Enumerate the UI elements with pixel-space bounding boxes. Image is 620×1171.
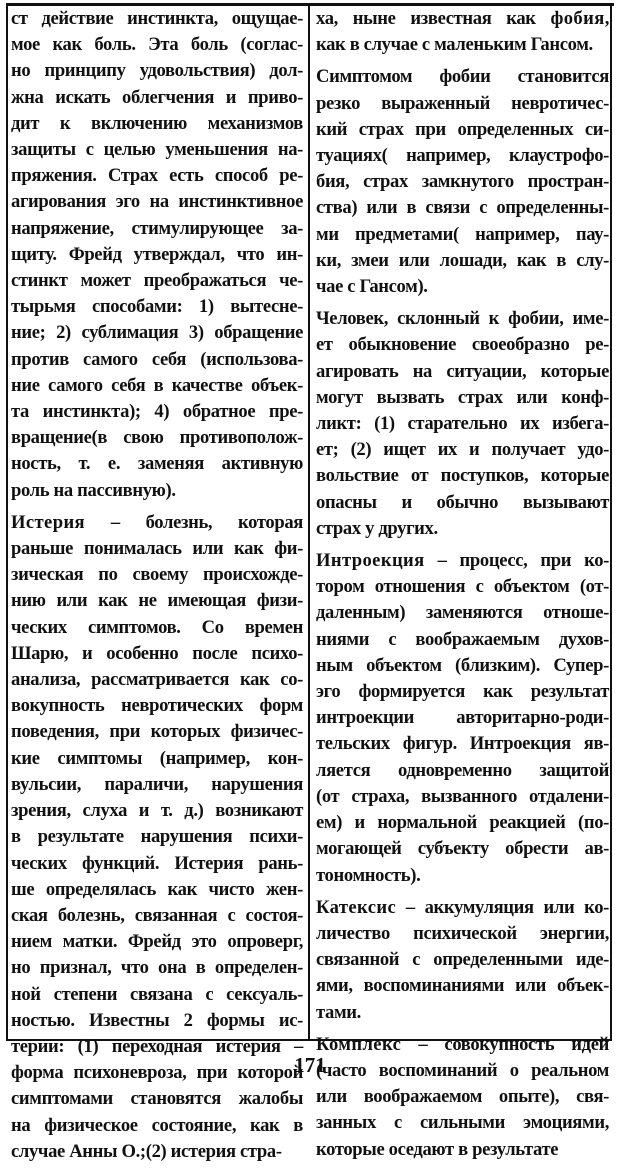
text-line: которые оседают в результате — [316, 1138, 559, 1160]
text-line: как в случае с маленьким Гансом. — [316, 34, 593, 56]
text-line: зрения, слуха и т. д.) возникают — [11, 800, 303, 822]
text-line: симптомами становятся жалобы — [11, 1088, 303, 1110]
text-line: связанной с определенными иде- — [316, 949, 609, 971]
text-line — [316, 548, 609, 574]
page-number: 171 — [294, 1053, 326, 1077]
text-line: форма психоневроза, при которой — [11, 1062, 303, 1084]
column-divider — [308, 6, 310, 1039]
text-line: вокупность невротических форм — [11, 695, 303, 717]
text-fragment: ха, ныне известная как — [316, 8, 551, 29]
text-line — [316, 895, 609, 921]
text-line: (часто воспоминаний о реальном — [316, 1059, 609, 1081]
text-line: агирования эго на инстинктивное — [11, 191, 303, 213]
text-line: страх у других. — [316, 517, 438, 539]
text-line: поведения, при которых физичес- — [11, 721, 303, 743]
text-line: ст действие инстинкта, ощущае- — [11, 8, 303, 29]
text-line: или воображаемом опыте), свя- — [316, 1086, 609, 1108]
left-column — [11, 6, 303, 1171]
text-line: ческих функций. Истерия рань- — [11, 852, 303, 874]
text-line: пряжения. Страх есть способ ре- — [11, 165, 303, 187]
term-definition-start: – аккумуляция или ко- — [396, 896, 609, 918]
text-line: тельских фигур. Интроекция яв- — [316, 733, 609, 755]
text-line: ская болезнь, связанная с состоя- — [11, 904, 303, 926]
text-line: даленным) заменяются отноше- — [316, 602, 609, 624]
text-line: в результате нарушения психи- — [11, 826, 303, 848]
text-line: тором отношения с объектом (от- — [316, 576, 609, 598]
text-line: вульсии, параличи, нарушения — [11, 773, 303, 795]
term-heading: Катексис — [316, 896, 397, 918]
text-line — [316, 6, 609, 32]
paragraph-instinct-defense — [11, 6, 303, 504]
text-line: резко выраженный невротичес- — [316, 92, 609, 114]
text-line: агировать на ситуации, которые — [316, 360, 609, 382]
text-line: ным объектом (близким). Супер- — [316, 654, 609, 676]
text-line: защиты с целью уменьшения на- — [11, 139, 303, 161]
text-line: напряжение, стимулирующее за- — [11, 217, 303, 239]
text-line: Шарю, и особенно после психо- — [11, 642, 303, 664]
text-line: ями, воспоминаниями или объек- — [316, 975, 609, 997]
text-line: эго формируется как результат — [316, 681, 609, 703]
term-heading: Истерия — [11, 511, 86, 533]
text-line: (от страха, вызванного отдалени- — [316, 785, 609, 807]
text-line: случае Анны О.;(2) истерия стра- — [11, 1140, 282, 1162]
text-line: ми предметами( например, пау- — [316, 223, 609, 245]
text-line: щиту. Фрейд утверждал, что ин- — [11, 243, 303, 265]
text-line: интроекции авторитарно-роди- — [316, 707, 609, 729]
text-line: кий страх при определенных си- — [316, 118, 609, 140]
term-definition-start: – процесс, при ко- — [424, 550, 609, 572]
text-line: но признал, что она в определен- — [11, 957, 303, 979]
text-line: ниями с воображаемым духов- — [316, 628, 609, 650]
paragraph-cathexis — [316, 895, 609, 1026]
text-line: Человек, склонный к фобии, име- — [316, 308, 609, 330]
text-line: могут вызвать страх или конф- — [316, 386, 609, 408]
text-line: ляется одновременно защитой — [316, 759, 609, 781]
text-line: туациях( например, клаустрофо- — [316, 145, 609, 167]
text-line: роль на пассивную). — [11, 479, 176, 501]
text-line: Симптомом фобии становится — [316, 66, 609, 88]
text-line: бия, страх замкнутого простран- — [316, 171, 609, 193]
paragraph-introjection — [316, 548, 609, 889]
paragraph-phobia-person — [316, 306, 609, 542]
text-line: ет обыкновение своеобразно ре- — [316, 334, 609, 356]
text-line: чае с Гансом). — [316, 276, 428, 298]
text-line: ем) и нормальной реакцией (по- — [316, 812, 609, 834]
text-line: стинкт может преображаться че- — [11, 270, 303, 292]
text-line: раньше понималась или как фи- — [11, 538, 303, 560]
term-inline: фобия — [550, 8, 605, 29]
text-line: анализа, рассматривается как со- — [11, 669, 303, 691]
text-line: та инстинкта); 4) обратное пре- — [11, 401, 303, 423]
text-line: кие симптомы (например, кон- — [11, 747, 303, 769]
text-line: на физическое состояние, как в — [11, 1114, 303, 1136]
text-line: мое как боль. Эта боль (соглас- — [11, 34, 303, 56]
text-line: ческих симптомов. Со времен — [11, 616, 303, 638]
text-line: дит к включению механизмов — [11, 112, 303, 134]
paragraph-complex — [316, 1032, 609, 1163]
text-line: жна искать облегчения и приво- — [11, 86, 303, 108]
text-line: против самого себя (использова- — [11, 348, 303, 370]
text-line: ной степени связана с сексуаль- — [11, 983, 303, 1005]
paragraph-phobia-intro — [316, 6, 609, 58]
term-heading: Интроекция — [316, 550, 425, 572]
text-line: ность, т. е. заменяя активную — [11, 453, 303, 475]
text-line: занных с сильными эмоциями, — [316, 1112, 609, 1134]
text-line: ки, змеи или лошади, как в слу- — [316, 249, 609, 271]
text-line: ностью. Известны 2 формы ис- — [11, 1009, 303, 1031]
text-line: ние; 2) сублимация 3) обращение — [11, 322, 303, 344]
text-line: ние самого себя в качестве объек- — [11, 374, 303, 396]
text-line: ет; (2) ищет их и получает удо- — [316, 439, 609, 461]
term-definition-start: – болезнь, которая — [85, 511, 303, 533]
text-line: вращение(в свою противополож- — [11, 427, 303, 449]
text-line: тырьмя способами: 1) вытесне- — [11, 296, 303, 318]
text-line: терии: (1) переходная истерия – — [11, 1035, 303, 1057]
paragraph-phobia-symptom — [316, 64, 609, 300]
text-line: могающей субъекту обрести ав- — [316, 838, 609, 860]
text-line — [11, 510, 303, 536]
text-line: нию или как не имеющая физи- — [11, 590, 303, 612]
text-line: опасны и обычно вызывают — [316, 491, 609, 513]
right-column — [316, 6, 609, 1169]
text-line: но принципу удовольствия) дол- — [11, 60, 303, 82]
text-fragment: , — [604, 8, 609, 29]
text-line: нием матки. Фрейд это опроверг, — [11, 931, 303, 953]
text-line: тами. — [316, 1001, 361, 1023]
text-line: тономность). — [316, 864, 421, 886]
text-line: вольствие от поступков, которые — [316, 465, 609, 487]
text-line: личество психической энергии, — [316, 922, 609, 944]
text-line: ства) или в связи с определенны- — [316, 197, 609, 219]
term-definition-start: – совокупность идей — [401, 1033, 609, 1055]
text-line: зическая по своему происхожде- — [11, 564, 303, 586]
text-line: ше определялась как чисто жен- — [11, 878, 303, 900]
term-heading: Комплекс — [316, 1033, 402, 1055]
text-line: ликт: (1) старательно их избега- — [316, 413, 609, 435]
